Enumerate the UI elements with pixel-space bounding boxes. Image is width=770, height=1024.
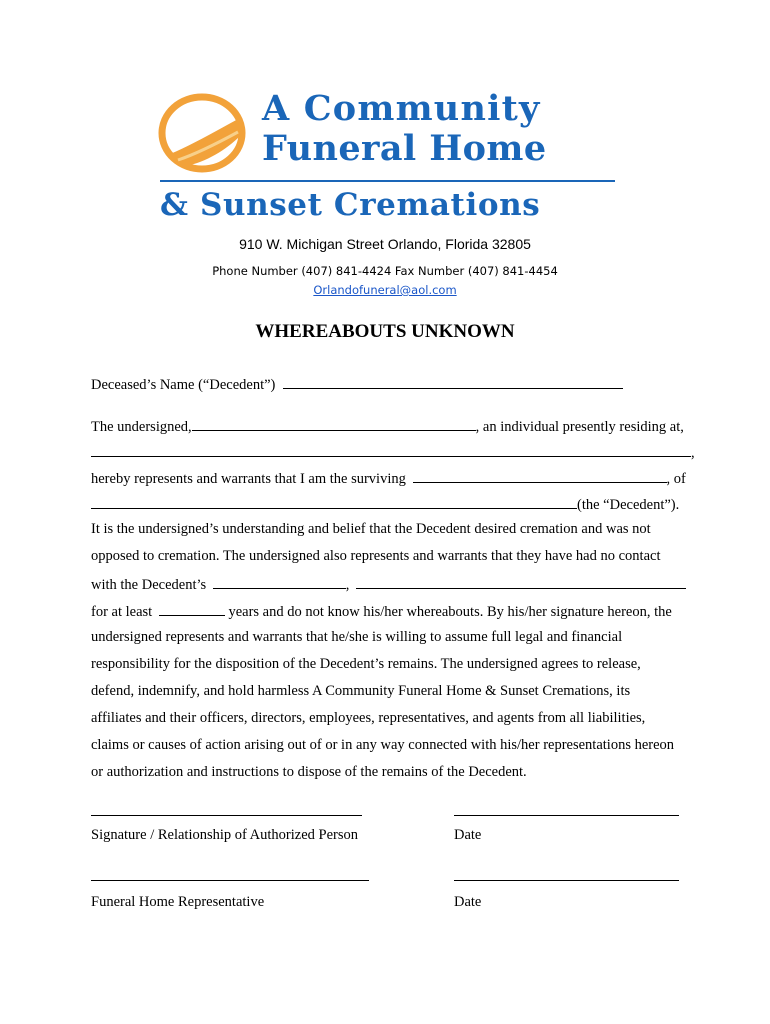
relation-name-field[interactable]: [356, 574, 686, 589]
paragraph-line-7: defend, indemnify, and hold harmless A Community Funeral Home & Sunset Cremations, its: [91, 683, 631, 699]
surviving-text: hereby represents and warrants that I am the surviving: [91, 471, 406, 487]
date-label-2: Date: [454, 894, 482, 910]
logo-text-line1: A Community: [262, 88, 541, 129]
representative-signature-line[interactable]: [91, 880, 369, 881]
residence-comma: ,: [691, 445, 695, 461]
years-line: [91, 601, 701, 621]
years-field[interactable]: [159, 601, 225, 616]
paragraph-line-8: affiliates and their officers, directors, employees, representatives, and agents from all liabilities,: [91, 710, 646, 726]
years-text: years and do not know his/her whereabouts. By his/her signature hereon, the: [228, 604, 672, 620]
deceased-name-field[interactable]: [283, 374, 623, 389]
date-line-1[interactable]: [454, 815, 679, 816]
paragraph-line-9: claims or causes of action arising out of or in any way connected with his/her representations hereon: [91, 737, 675, 753]
address: 910 W. Michigan Street Orlando, Florida 32805: [239, 236, 531, 252]
decedent-field[interactable]: [91, 494, 577, 509]
logo-divider: [160, 180, 615, 182]
paragraph-line-1: It is the undersigned’s understanding and belief that the Decedent desired cremation and was not: [91, 521, 651, 537]
relationship-field[interactable]: [413, 468, 667, 483]
undersigned-line: [91, 416, 701, 436]
undersigned-name-field[interactable]: [192, 416, 476, 431]
deceased-name-line: [91, 374, 701, 394]
phone-fax: Phone Number (407) 841-4424 Fax Number (407) 841-4454: [212, 264, 558, 278]
logo-text-line2: Funeral Home: [262, 128, 547, 169]
residing-text: , an individual presently residing at,: [475, 419, 684, 435]
residence-field[interactable]: [91, 442, 691, 457]
email-link[interactable]: Orlandofuneral@aol.com: [313, 283, 457, 297]
surviving-line: [91, 468, 701, 488]
undersigned-label: The undersigned,: [91, 419, 192, 435]
representative-label: Funeral Home Representative: [91, 894, 265, 910]
signature-line[interactable]: [91, 815, 362, 816]
relation-comma: ,: [345, 577, 350, 593]
paragraph-line-5: undersigned represents and warrants that he/she is willing to assume full legal and financial: [91, 629, 623, 645]
with-decedent-line: [91, 574, 701, 594]
sunset-logo-icon: [156, 92, 248, 174]
with-decedent-text: with the Decedent’s: [91, 577, 207, 593]
company-logo: [150, 88, 625, 228]
decedent-line: [91, 494, 701, 514]
paragraph-line-10: or authorization and instructions to dispose of the remains of the Decedent.: [91, 764, 527, 780]
relation-field[interactable]: [213, 574, 346, 589]
date-label-1: Date: [454, 827, 482, 843]
logo-text-line3: & Sunset Cremations: [160, 187, 541, 223]
signature-label: Signature / Relationship of Authorized Person: [91, 827, 359, 843]
for-at-least-text: for at least: [91, 604, 153, 620]
deceased-name-label: Deceased’s Name (“Decedent”): [91, 377, 276, 393]
paragraph-line-6: responsibility for the disposition of the Decedent’s remains. The undersigned agrees to release,: [91, 656, 641, 672]
the-decedent-text: (the “Decedent”).: [577, 497, 680, 513]
residence-line: [91, 442, 701, 462]
paragraph-line-2: opposed to cremation. The undersigned also represents and warrants that they have had no contact: [91, 548, 661, 564]
document-title: WHEREABOUTS UNKNOWN: [255, 321, 515, 342]
of-text: , of: [666, 471, 686, 487]
date-line-2[interactable]: [454, 880, 679, 881]
